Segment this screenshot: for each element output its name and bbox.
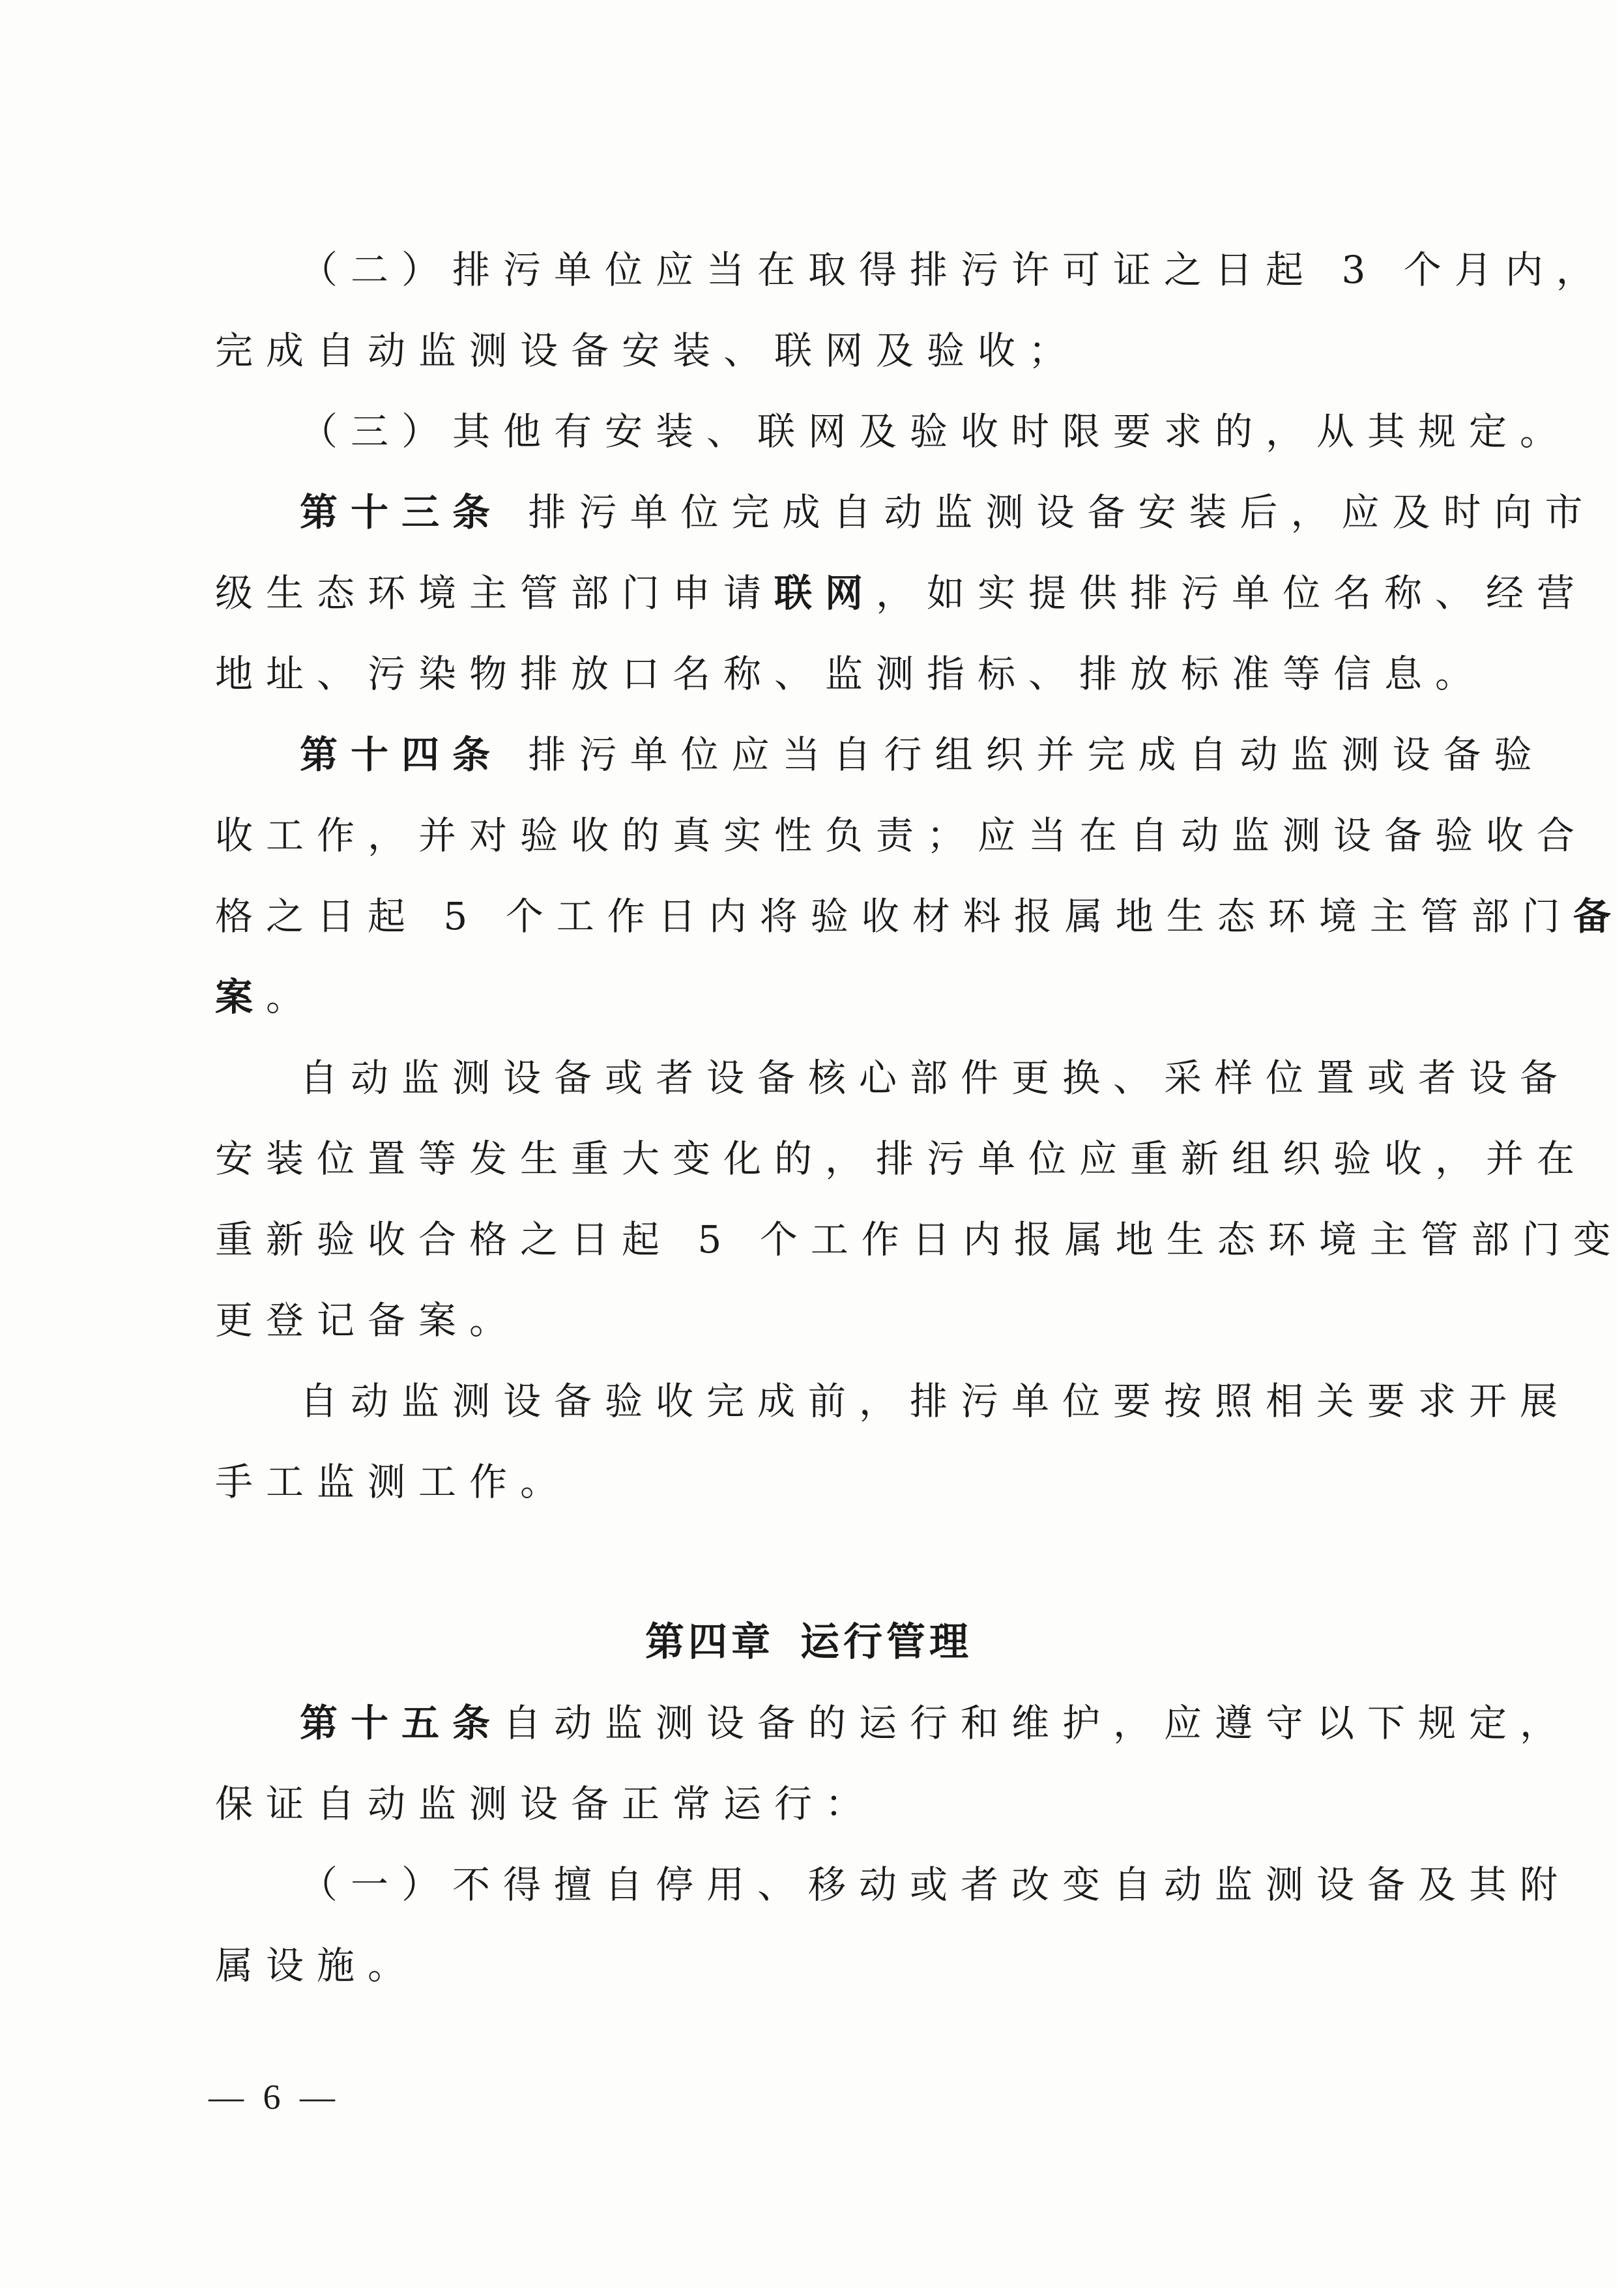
change-paragraph-line-1: 自动监测设备或者设备核心部件更换、采样位置或者设备 — [300, 1056, 1571, 1100]
change-paragraph-line-4: 更登记备案。 — [215, 1298, 521, 1342]
article-15-heading: 第十五条 — [300, 1701, 504, 1745]
article-14-line-1-text: 排污单位应当自行组织并完成自动监测设备验 — [503, 732, 1545, 777]
article-14-heading: 第十四条 — [300, 732, 504, 777]
article-14-line-3-text: 格之日起 5 个工作日内将验收材料报属地生态环境主管部门 — [215, 894, 1573, 938]
change-paragraph-line-2: 安装位置等发生重大变化的，排污单位应重新组织验收，并在 — [215, 1137, 1588, 1181]
article-14-line-1 — [300, 731, 1545, 778]
chapter-heading — [0, 1619, 1617, 1666]
article-13-line-2-text-a: 级生态环境主管部门申请 — [215, 571, 775, 615]
article-15-line-1 — [300, 1700, 1571, 1746]
manual-paragraph-line-1: 自动监测设备验收完成前，排污单位要按照相关要求开展 — [300, 1379, 1571, 1423]
paragraph-two-line-2: 完成自动监测设备安装、联网及验收； — [215, 328, 1080, 373]
article-13-line-2-text-b: ，如实提供排污单位名称、经营 — [876, 571, 1588, 615]
article-13-line-1-text: 排污单位完成自动监测设备安装后，应及时向市 — [503, 490, 1596, 534]
article-15-line-1-text: 自动监测设备的运行和维护，应遵守以下规定， — [503, 1701, 1571, 1745]
chapter-number: 第四章 — [645, 1619, 774, 1665]
item-one-line-2: 属设施。 — [215, 1943, 419, 1988]
item-one-line-1: （一）不得擅自停用、移动或者改变自动监测设备及其附 — [300, 1862, 1571, 1907]
page-number: — 6 — — [209, 2078, 340, 2117]
article-13-line-2-bold: 联网 — [774, 571, 877, 615]
article-14-line-3-bold: 备 — [1573, 894, 1624, 938]
article-13-heading: 第十三条 — [300, 490, 504, 534]
article-15-line-2: 保证自动监测设备正常运行： — [215, 1782, 877, 1826]
paragraph-three-line-1: （三）其他有安装、联网及验收时限要求的，从其规定。 — [300, 409, 1571, 454]
article-14-line-3 — [215, 893, 1624, 940]
article-14-line-4-bold: 案 — [215, 975, 267, 1019]
article-13-line-1 — [300, 489, 1596, 536]
chapter-title: 运行管理 — [800, 1619, 972, 1665]
article-14-line-4 — [215, 974, 1382, 1021]
article-13-line-3: 地址、污染物排放口名称、监测指标、排放标准等信息。 — [215, 652, 1486, 696]
paragraph-two-line-1: （二）排污单位应当在取得排污许可证之日起 3 个月内， — [300, 248, 1607, 292]
change-paragraph-line-3: 重新验收合格之日起 5 个工作日内报属地生态环境主管部门变 — [215, 1217, 1624, 1262]
manual-paragraph-line-2: 手工监测工作。 — [215, 1460, 572, 1504]
article-13-line-2 — [215, 570, 1588, 616]
article-14-line-4-text: 。 — [266, 975, 317, 1019]
article-14-line-2: 收工作，并对验收的真实性负责；应当在自动监测设备验收合 — [215, 813, 1588, 858]
